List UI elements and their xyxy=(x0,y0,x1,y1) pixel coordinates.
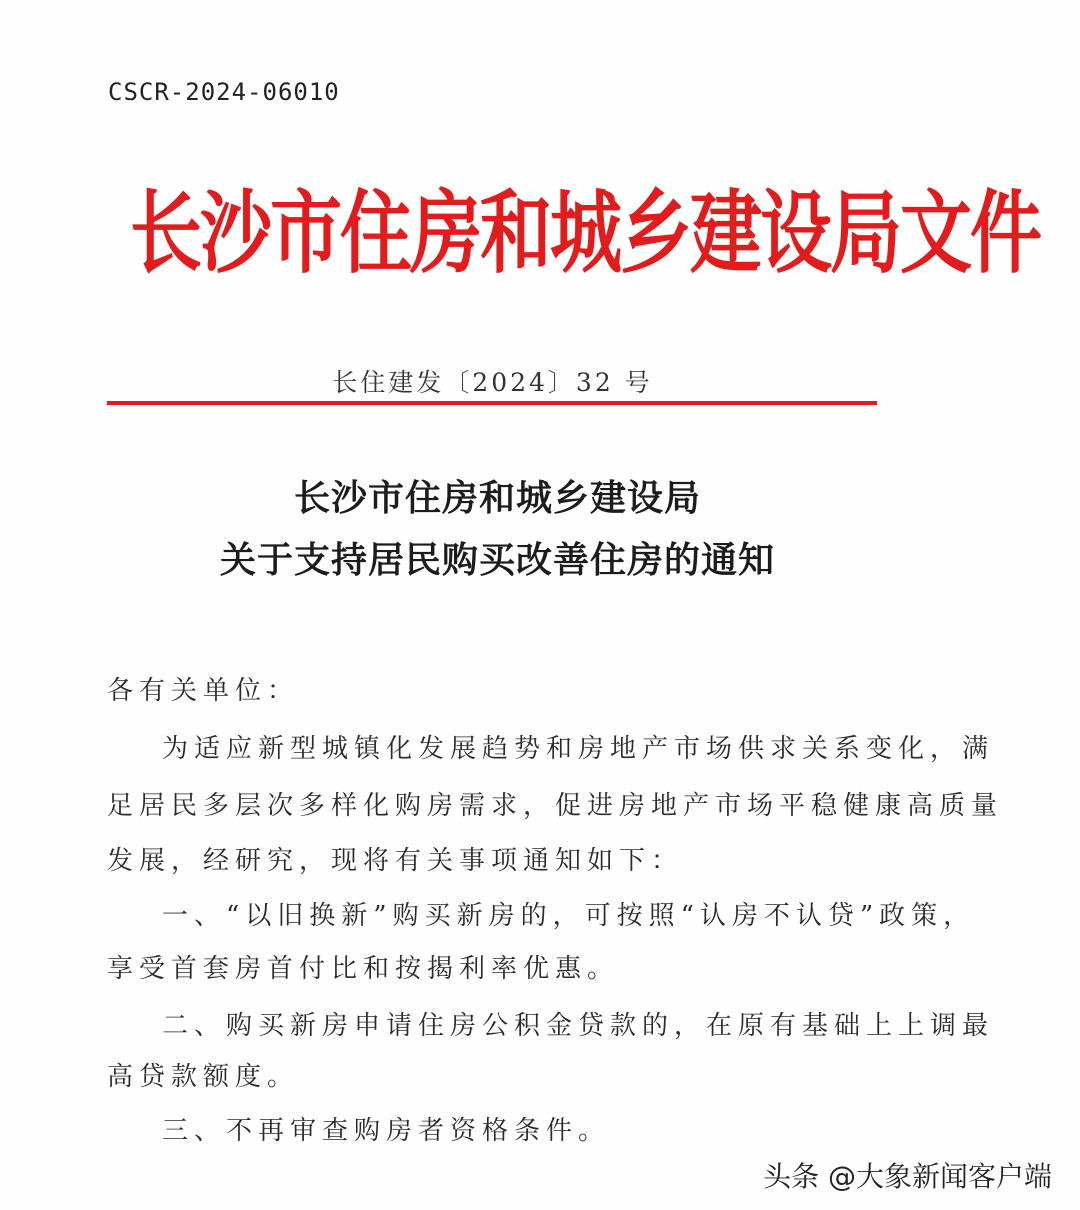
document-code: CSCR-2024-06010 xyxy=(108,78,340,106)
item-two-line: 二、购买新房申请住房公积金贷款的，在原有基础上上调最 xyxy=(162,1011,995,1041)
source-watermark: 头条 @大象新闻客户端 xyxy=(763,1160,1052,1193)
document-number: 长住建发〔2024〕32 号 xyxy=(332,368,653,397)
item-two-line: 高贷款额度。 xyxy=(107,1062,300,1092)
body-paragraph-line: 足居民多层次多样化购房需求，促进房地产市场平稳健康高质量 xyxy=(107,791,1004,821)
salutation: 各有关单位： xyxy=(107,676,300,706)
notice-heading-line-2: 关于支持居民购买改善住房的通知 xyxy=(219,540,775,581)
issuer-title: 长沙市住房和城乡建设局文件 xyxy=(130,178,1041,285)
item-three-line: 三、不再审查购房者资格条件。 xyxy=(162,1116,611,1146)
item-one-line: 享受首套房首付比和按揭利率优惠。 xyxy=(107,954,620,984)
body-paragraph-line: 发展，经研究，现将有关事项通知如下： xyxy=(107,846,684,876)
notice-heading-line-1: 长沙市住房和城乡建设局 xyxy=(293,478,701,519)
red-divider xyxy=(107,401,877,405)
item-one-line: 一、“以旧换新”购买新房的，可按照“认房不认贷”政策， xyxy=(162,901,976,931)
body-paragraph-line: 为适应新型城镇化发展趋势和房地产市场供求关系变化，满 xyxy=(162,734,995,764)
